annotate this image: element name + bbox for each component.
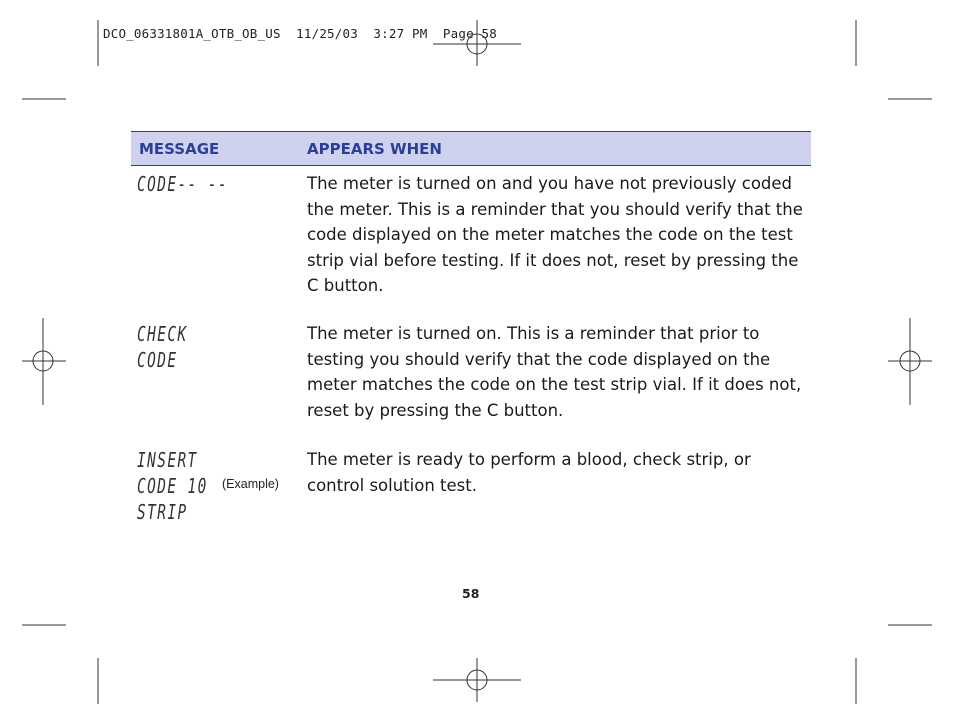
column-header-appears-when: APPEARS WHEN bbox=[307, 140, 442, 158]
display-line: STRIP bbox=[137, 500, 188, 524]
print-slug-line: DCO_06331801A_OTB_OB_US 11/25/03 3:27 PM Page 58 bbox=[103, 26, 498, 41]
meter-display-message bbox=[137, 447, 208, 525]
meter-display-message bbox=[137, 321, 188, 373]
row-description: The meter is ready to perform a blood, check strip, or control solution test. bbox=[307, 450, 751, 495]
example-note: (Example) bbox=[222, 477, 279, 491]
display-line: CODE-- -- bbox=[137, 172, 228, 196]
display-line: CHECK bbox=[137, 322, 188, 346]
display-line: CODE 10 bbox=[137, 474, 208, 498]
row-description: The meter is turned on. This is a reminder that prior to testing you should verify that the code displayed on the meter matches the code on the test strip vial. If it does not, reset by pressing the C button. bbox=[307, 324, 802, 420]
display-line: INSERT bbox=[137, 448, 198, 472]
column-header-message: MESSAGE bbox=[139, 140, 220, 158]
message-table bbox=[131, 131, 811, 524]
row-description: The meter is turned on and you have not previously coded the meter. This is a reminder that you should verify that the code displayed on the meter matches the code on the test strip vial before testing. If it does not, reset by pressing the C button. bbox=[307, 174, 803, 295]
display-line: CODE bbox=[137, 348, 178, 372]
page-number: 58 bbox=[462, 586, 480, 601]
table-header bbox=[131, 131, 811, 166]
meter-display-message bbox=[137, 171, 228, 197]
